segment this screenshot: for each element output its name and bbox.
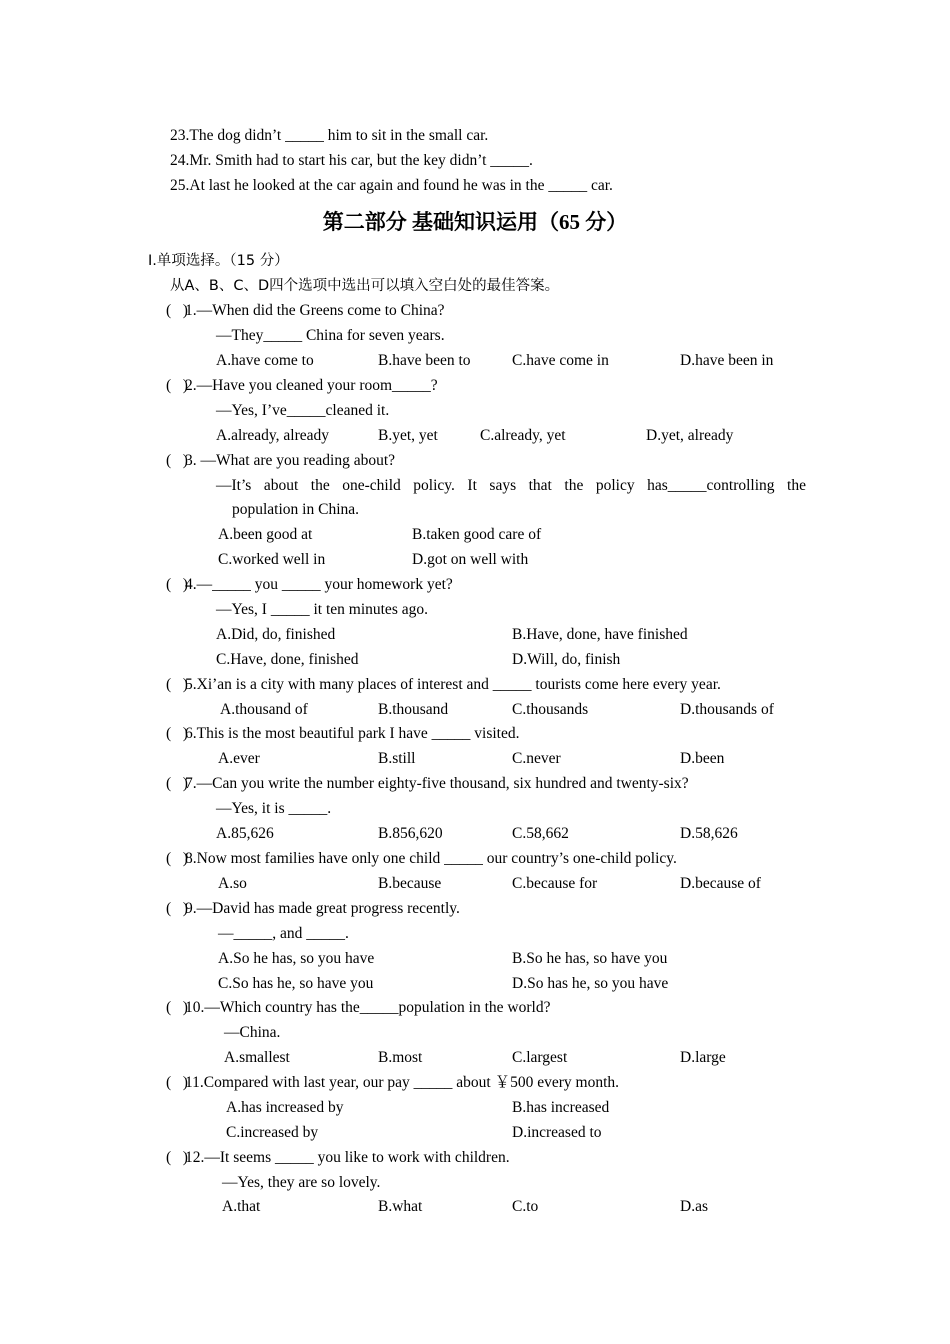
option-c: C.because for <box>512 875 598 892</box>
option-a: A.So he has, so you have <box>218 950 375 967</box>
question-9-reply: —_____, and _____. <box>218 925 349 942</box>
option-c: C.increased by <box>226 1124 319 1141</box>
question-23: 23.The dog didn’t _____ him to sit in the small car. <box>170 127 489 144</box>
option-c: C.worked well in <box>218 551 326 568</box>
option-a: A.has increased by <box>226 1099 344 1116</box>
option-d: D.yet, already <box>646 427 734 444</box>
answer-blank[interactable]: ( ) <box>166 377 188 394</box>
question-5-stem: ( )5.Xi’an is a city with many places of interest and _____ tourists come here every year. <box>166 674 721 696</box>
option-b: B.So he has, so have you <box>512 950 668 967</box>
answer-blank[interactable]: ( ) <box>166 676 188 693</box>
option-b: B.856,620 <box>378 825 443 842</box>
answer-blank[interactable]: ( ) <box>166 850 188 867</box>
option-b: B.because <box>378 875 442 892</box>
answer-blank[interactable]: ( ) <box>166 1149 188 1166</box>
question-10-reply: —China. <box>224 1024 281 1041</box>
option-b: B.yet, yet <box>378 427 438 444</box>
option-d: D.got on well with <box>412 551 529 568</box>
option-d: D.because of <box>680 875 761 892</box>
option-c: C.Have, done, finished <box>216 651 359 668</box>
option-d: D.increased to <box>512 1124 602 1141</box>
option-a: A.already, already <box>216 427 330 444</box>
option-b: B.have been to <box>378 352 471 369</box>
question-8-stem: ( )8.Now most families have only one child _____ our country’s one-child policy. <box>166 848 677 870</box>
answer-blank[interactable]: ( ) <box>166 576 188 593</box>
question-7-reply: —Yes, it is _____. <box>216 800 332 817</box>
question-7-stem: ( )7.—Can you write the number eighty-five thousand, six hundred and twenty-six? <box>166 773 689 795</box>
option-c: C.So has he, so have you <box>218 975 374 992</box>
option-c: C.have come in <box>512 352 609 369</box>
option-d: D.have been in <box>680 352 774 369</box>
option-d: D.So has he, so you have <box>512 975 669 992</box>
question-4-reply: —Yes, I _____ it ten minutes ago. <box>216 601 428 618</box>
question-25: 25.At last he looked at the car again and found he was in the _____ car. <box>170 177 613 194</box>
answer-blank[interactable]: ( ) <box>166 302 188 319</box>
option-c: C.thousands <box>512 701 589 718</box>
section-heading: Ⅰ.单项选择。（15 分） <box>148 253 289 269</box>
option-c: C.largest <box>512 1049 568 1066</box>
option-b: B.what <box>378 1198 423 1215</box>
option-b: B.thousand <box>378 701 449 718</box>
option-a: A.have come to <box>216 352 314 369</box>
question-10-stem: ( )10.—Which country has the_____population in the world? <box>166 997 550 1019</box>
option-b: B.still <box>378 750 416 767</box>
answer-blank[interactable]: ( ) <box>166 452 188 469</box>
option-b: B.taken good care of <box>412 526 542 543</box>
option-a: A.ever <box>218 750 260 767</box>
question-2-stem: ( )2.—Have you cleaned your room_____? <box>166 375 438 397</box>
question-3-stem: ( )3. —What are you reading about? <box>166 450 395 472</box>
option-d: D.thousands of <box>680 701 774 718</box>
option-b: B.Have, done, have finished <box>512 626 688 643</box>
section-instruction: 从A、B、C、D四个选项中选出可以填入空白处的最佳答案。 <box>170 278 560 294</box>
option-c: C.58,662 <box>512 825 569 842</box>
question-2-reply: —Yes, I’ve_____cleaned it. <box>216 402 390 419</box>
option-d: D.Will, do, finish <box>512 651 621 668</box>
answer-blank[interactable]: ( ) <box>166 900 188 917</box>
option-d: D.large <box>680 1049 726 1066</box>
question-9-stem: ( )9.—David has made great progress recently. <box>166 898 460 920</box>
question-1-stem: ( )1.—When did the Greens come to China? <box>166 300 445 322</box>
question-11-stem: ( )11.Compared with last year, our pay _____ about ￥500 every month. <box>166 1072 619 1094</box>
option-d: D.58,626 <box>680 825 738 842</box>
question-3-reply-cont: population in China. <box>232 501 360 518</box>
option-a: A.been good at <box>218 526 313 543</box>
option-d: D.as <box>680 1198 708 1215</box>
question-1-reply: —They_____ China for seven years. <box>216 327 445 344</box>
option-c: C.already, yet <box>480 427 566 444</box>
answer-blank[interactable]: ( ) <box>166 775 188 792</box>
option-c: C.never <box>512 750 561 767</box>
part-title: 第二部分 基础知识运用（65 分） <box>322 210 628 234</box>
answer-blank[interactable]: ( ) <box>166 999 188 1016</box>
answer-blank[interactable]: ( ) <box>166 1074 188 1091</box>
option-a: A.so <box>218 875 247 892</box>
option-a: A.85,626 <box>216 825 274 842</box>
option-a: A.thousand of <box>220 701 308 718</box>
option-c: C.to <box>512 1198 539 1215</box>
question-6-stem: ( )6.This is the most beautiful park I have _____ visited. <box>166 723 519 745</box>
option-b: B.has increased <box>512 1099 610 1116</box>
option-a: A.smallest <box>224 1049 290 1066</box>
option-d: D.been <box>680 750 725 767</box>
option-a: A.that <box>222 1198 261 1215</box>
option-a: A.Did, do, finished <box>216 626 336 643</box>
question-4-stem: ( )4.—_____ you _____ your homework yet? <box>166 574 453 596</box>
answer-blank[interactable]: ( ) <box>166 725 188 742</box>
option-b: B.most <box>378 1049 423 1066</box>
question-12-stem: ( )12.—It seems _____ you like to work with children. <box>166 1147 510 1169</box>
question-3-reply: —It’s about the one-child policy. It says that the policy has_____controlling the <box>216 477 806 494</box>
question-12-reply: —Yes, they are so lovely. <box>222 1174 381 1191</box>
question-24: 24.Mr. Smith had to start his car, but the key didn’t _____. <box>170 152 533 169</box>
